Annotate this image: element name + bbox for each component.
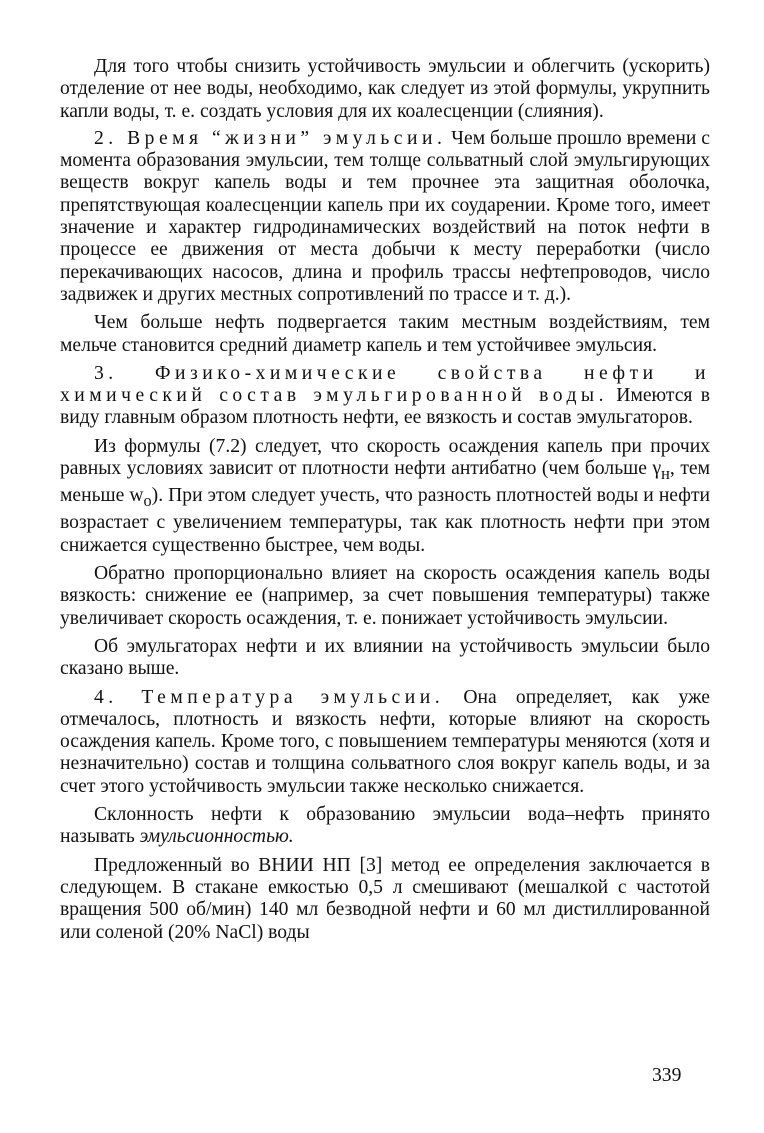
paragraph-text: Предложенный во ВНИИ НП [3] метод ее определения заключается в следующем. В стакане емкостью 0,5 л смешивают (мешалкой с частотой вращения 500 об/мин) 140 мл безводной нефти и 60 мл дистиллированной или соленой (20% NaCl) воды bbox=[60, 854, 710, 943]
paragraph-text: Чем больше прошло времени с момента образования эмульсии, тем толще сольватный слой эмульгирующих веществ вокруг капель воды и тем прочнее эта защитная оболочка, препятствующая коалесценции капель при их соударении. Кроме того, имеет значение и характер гидродинамических воздействий на поток нефти в процессе ее движения от места добычи к месту переработки (число перекачивающих насосов, длина и профиль трассы нефтепроводов, число задвижек и других местных сопротивлений по трассе и т. д.). bbox=[60, 127, 710, 305]
paragraph-text: , тем меньше w bbox=[60, 458, 710, 507]
page-body bbox=[60, 56, 710, 950]
paragraph-text: Обратно пропорционально влияет на скорость осаждения капель воды вязкость: снижение ее (например, за счет повышения температуры) также увеличивает скорость осаждения, т. е. понижает устойчивость эмульсии. bbox=[60, 563, 710, 629]
paragraph-local-effects bbox=[60, 312, 710, 357]
paragraph-text: Имеются в виду главным образом плотность нефти, ее вязкость и состав эмульгаторов. bbox=[60, 385, 710, 429]
paragraph-formula bbox=[60, 436, 710, 557]
subscript-o: о bbox=[143, 491, 152, 511]
section-heading-temperature: 4. Температура эмульсии. bbox=[94, 686, 445, 708]
paragraph-emulsifiers bbox=[60, 636, 710, 681]
section-heading-properties: 3. Физико-химические свойства нефти и химический состав эмульгированной воды. bbox=[60, 362, 710, 407]
paragraph-emulsion-lifetime bbox=[60, 128, 710, 306]
paragraph-text: Она определяет, как уже отмечалось, плотность и вязкость нефти, которые влияют на скорость осаждения капель. Кроме того, с повышением температуры меняются (хотя и незначительно) состав и толщина сольватного слоя вокруг капель воды, и за счет этого устойчивость эмульсии также несколько снижается. bbox=[60, 686, 710, 797]
paragraph-method bbox=[60, 855, 710, 944]
page-number: 339 bbox=[652, 1065, 682, 1086]
paragraph-emulsionness bbox=[60, 804, 710, 849]
paragraph-intro bbox=[60, 56, 710, 123]
paragraph-text: Об эмульгаторах нефти и их влиянии на устойчивость эмульсии было сказано выше. bbox=[60, 635, 710, 680]
paragraph-text: Чем больше нефть подвергается таким местным воздействиям, тем мельче становится средний диаметр капель и тем устойчивее эмульсия. bbox=[60, 312, 710, 356]
paragraph-temperature bbox=[60, 687, 710, 798]
paragraph-text: Склонность нефти к образованию эмульсии вода–нефть принято называть bbox=[60, 804, 710, 848]
paragraph-text: ). При этом следует учесть, что разность плотностей воды и нефти возрастает с увеличением температуры, так как плотность нефти при этом снижается существенно быстрее, чем воды. bbox=[60, 485, 710, 556]
term-emulsionness: эмульсионностью. bbox=[139, 826, 294, 848]
subscript-n: н bbox=[661, 463, 670, 483]
paragraph-viscosity bbox=[60, 563, 710, 630]
paragraph-properties bbox=[60, 363, 710, 430]
section-heading-lifetime: 2. Время “жизни” эмульсии. bbox=[94, 127, 447, 149]
paragraph-text: Из формулы (7.2) следует, что скорость осаждения капель при прочих равных условиях зависит от плотности нефти антибатно (чем больше γ bbox=[60, 435, 710, 480]
paragraph-text: Для того чтобы снизить устойчивость эмульсии и облегчить (ускорить) отделение от нее воды, необходимо, как следует из этой формулы, укрупнить капли воды, т. е. создать условия для их коалесценции (слияния). bbox=[60, 56, 710, 122]
